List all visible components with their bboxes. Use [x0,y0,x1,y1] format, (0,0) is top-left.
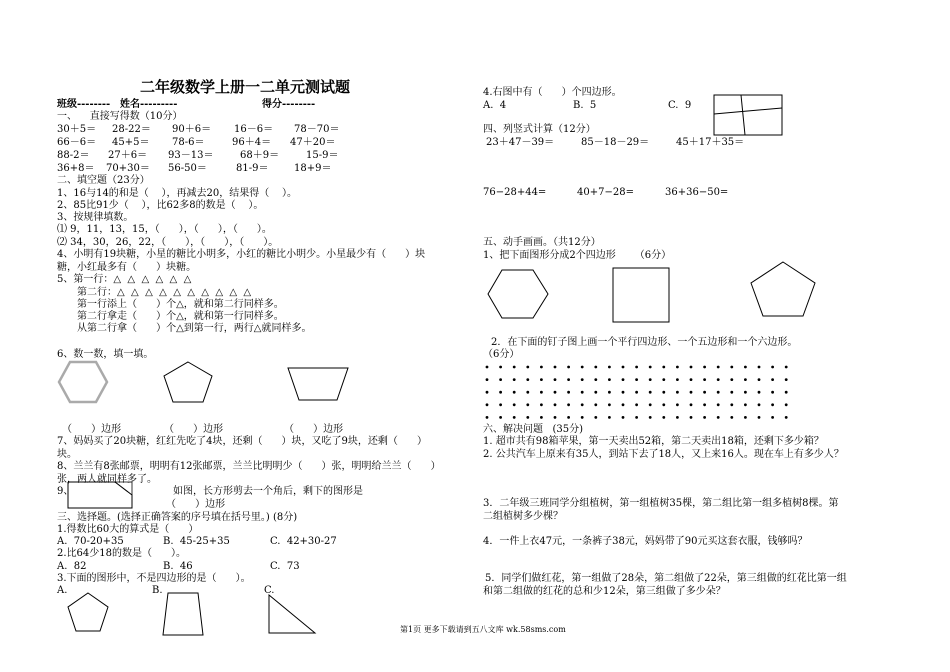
vertical-calc-item: 45＋17＋35＝ [676,137,745,148]
calc-item: 68＋9＝ [240,150,280,161]
blank-polygon-label: （ ）边形 [62,424,122,435]
pentagon-shape-a [67,592,109,632]
peg-dot [649,366,652,369]
question-text: 第二行拿走（ ）个△，就和第一行同样多。 [77,311,284,322]
peg-dot [540,416,543,419]
peg-dot [513,378,516,381]
question-text: 3.下面的图形中，不是四边形的是（ ）。 [57,573,251,584]
question-text: 5、第一行：△ △ △ △ △ △ [57,274,192,285]
peg-dot [594,403,597,406]
choice-option: A. 70-20+35 [57,536,124,547]
peg-dot [622,391,625,394]
peg-dot [771,391,774,394]
peg-dot [486,416,489,419]
calc-item: 78－70＝ [294,124,340,135]
peg-dot [486,366,489,369]
question-text: 5．同学们做红花，第一组做了28朵，第二组做了22朵，第三组做的红花比第一组 [485,573,847,584]
peg-dot [594,366,597,369]
calc-item: 30＋5＝ [57,124,97,135]
vertical-calc-item: 36+36−50= [665,187,729,198]
question-text: 2．在下面的钉子图上画一个平行四边形、一个五边形和一个六边形。 [491,337,798,348]
calc-item: 15-9＝ [306,150,339,161]
peg-dot [676,416,679,419]
choice-option: A. 4 [483,100,507,111]
page-footer: 第1页 更多下载请到五八文库 wk.58sms.com [400,625,566,634]
peg-dot [717,378,720,381]
peg-dot [730,403,733,406]
peg-dot [703,403,706,406]
question-text: 3．二年级三班同学分组植树，第一组植树35棵，第二组比第一组多植树8棵。第 [483,498,839,509]
peg-dot [785,378,788,381]
peg-dot [676,403,679,406]
peg-dot [758,391,761,394]
peg-dot [567,391,570,394]
peg-dot [771,378,774,381]
cut-rectangle-figure [67,481,133,509]
question-text: 4．一件上衣47元，一条裤子38元，妈妈带了90元买这套衣服，钱够吗？ [483,536,808,547]
choice-option: C. 9 [668,100,692,111]
peg-dot [676,366,679,369]
peg-dot [690,391,693,394]
peg-dot [635,378,638,381]
peg-dot [581,403,584,406]
calc-item: 81-9＝ [236,163,269,174]
question-text: 4、小明有19块糖，小星的糖比小明多，小红的糖比小明少。小星最少有（ ）块 [57,249,426,260]
question-text: 6、数一数，填一填。 [57,349,154,360]
peg-dot [526,391,529,394]
peg-dot [540,366,543,369]
calc-item: 28-22＝ [112,124,151,135]
calc-item: 88-2＝ [57,150,90,161]
calc-item: 36+8＝ [57,163,95,174]
peg-dot [567,403,570,406]
triangle-shape-c [268,594,316,634]
peg-dot [744,391,747,394]
question-text: 二组植树多少棵？ [483,511,563,522]
peg-dot [499,416,502,419]
peg-dot [744,416,747,419]
peg-dot [513,403,516,406]
peg-dot [758,403,761,406]
question-text: 和第二组做的红花的总和少12朵，第三组做了多少朵？ [483,586,726,597]
peg-dot [730,366,733,369]
calc-item: 90＋6＝ [172,124,212,135]
peg-dot [676,391,679,394]
choice-option: A. [57,585,68,596]
peg-dot [499,403,502,406]
vertical-calc-item: 76−28+44= [483,187,547,198]
peg-dot [771,416,774,419]
peg-dot [554,366,557,369]
peg-dot [608,403,611,406]
pegboard-dot-grid[interactable] [485,365,805,425]
name-label: 姓名--------- [120,99,178,110]
choice-option: C. 42+30-27 [270,536,337,547]
peg-dot [744,366,747,369]
peg-dot [730,378,733,381]
calc-item: 78-6＝ [172,137,205,148]
peg-dot [526,403,529,406]
peg-dot [499,366,502,369]
peg-dot [581,416,584,419]
question-text: 如图，长方形剪去一个角后，剩下的图形是 [173,486,363,497]
calc-item: 18+9＝ [294,163,332,174]
score-label: 得分-------- [262,99,316,110]
peg-dot [567,416,570,419]
peg-dot [540,378,543,381]
question-text: 3、按规律填数。 [57,212,134,223]
peg-dot [567,378,570,381]
peg-dot [622,416,625,419]
question-text: 1.得数比60大的算式是（ ） [57,524,199,535]
peg-dot [649,391,652,394]
question-text: ⑴ 9，11，13，15，（ ），（ ），（ ）。 [57,224,272,235]
calc-item: 70+30＝ [106,163,150,174]
quadrilateral-count-figure [713,94,783,136]
peg-dot [717,416,720,419]
peg-dot [717,403,720,406]
peg-dot [635,416,638,419]
question-text: 张，两人就同样多了。 [57,474,157,485]
peg-dot [785,366,788,369]
peg-dot [554,403,557,406]
question-text: 4.右图中有（ ）个四边形。 [483,87,622,98]
question-text: 1、16与14的和是（ ），再减去20，结果得（ ）。 [57,188,297,199]
peg-dot [513,366,516,369]
question-text: 1、把下面图形分成2个四边形 （6分） [483,250,672,261]
peg-dot [526,378,529,381]
question-text: ⑵ 34，30，26，22，（ ），（ ），（ ）。 [57,237,279,248]
peg-dot [567,366,570,369]
peg-dot [744,378,747,381]
question-text: 从第二行拿（ ）个△到第一行，两行△就同样多。 [77,323,312,334]
peg-dot [540,391,543,394]
peg-dot [540,403,543,406]
peg-dot [662,403,665,406]
peg-dot [486,378,489,381]
calc-item: 93－13＝ [168,150,214,161]
peg-dot [581,366,584,369]
vertical-calc-item: 40+7−28= [577,187,634,198]
calc-item: 96＋4＝ [232,137,272,148]
peg-dot [785,416,788,419]
section3-heading: 三、选择题。(选择正确答案的序号填在括号里。) (8分) [57,512,298,523]
peg-dot [581,391,584,394]
blank-polygon-label: （ ）边形 [164,424,224,435]
peg-dot [758,416,761,419]
pentagon-shape-draw [750,261,816,317]
question-text: 第二行：△ △ △ △ △ △ △ △ △ △ [77,287,252,298]
peg-dot [690,366,693,369]
peg-dot [499,378,502,381]
choice-option: B. 46 [163,561,193,572]
question-text: 7、妈妈买了20块糖，红红先吃了4块，还剩（ ）块，又吃了9块，还剩（ ） [57,436,427,447]
peg-dot [785,391,788,394]
peg-dot [730,416,733,419]
question-text: 糖，小红最多有（ ）块糖。 [57,262,197,273]
peg-dot [635,391,638,394]
peg-dot [622,403,625,406]
peg-dot [594,416,597,419]
calc-item: 47＋20＝ [290,137,336,148]
peg-dot [554,391,557,394]
peg-dot [730,391,733,394]
question-text: 2. 公共汽车上原来有35人，到站下去了18人，又上来16人。现在车上有多少人？ [483,449,844,460]
class-label: 班级-------- [57,99,111,110]
peg-dot [581,378,584,381]
peg-dot [608,416,611,419]
peg-dot [608,378,611,381]
peg-dot [676,378,679,381]
choice-option: C. [264,585,275,596]
peg-dot [758,378,761,381]
pentagon-shape [163,361,213,403]
peg-dot [513,391,516,394]
peg-dot [594,391,597,394]
question-text: 块。 [57,449,77,460]
peg-dot [526,366,529,369]
peg-dot [771,366,774,369]
peg-dot [662,366,665,369]
trapezoid-shape [287,367,349,401]
choice-option: B. 45-25+35 [163,536,230,547]
choice-option: A. 82 [57,561,87,572]
peg-dot [554,416,557,419]
peg-dot [703,366,706,369]
question-text: 8、兰兰有8张邮票，明明有12张邮票，兰兰比明明少（ ）张，明明给兰兰（ ） [57,461,441,472]
calc-item: 56-50＝ [168,163,207,174]
peg-dot [649,378,652,381]
blank-polygon-label: （ ）边形 [284,424,344,435]
peg-dot [717,391,720,394]
peg-dot [703,416,706,419]
peg-dot [785,403,788,406]
question-text: 2.比64少18的数是（ ）。 [57,548,187,559]
peg-dot [649,416,652,419]
peg-dot [635,366,638,369]
peg-dot [526,416,529,419]
peg-dot [717,366,720,369]
peg-dot [758,366,761,369]
peg-dot [499,391,502,394]
question-text: （ ）边形 [166,499,226,510]
calc-item: 45+5＝ [112,137,150,148]
peg-dot [662,378,665,381]
question-text: 1. 超市共有98箱苹果，第一天卖出52箱，第二天卖出18箱，还剩下多少箱？ [483,436,824,447]
peg-dot [608,391,611,394]
trapezoid-shape-b [162,592,204,636]
hexagon-shape [58,361,108,403]
question-text: 9、 [57,486,74,497]
question-text: 2、85比91少（ ），比62多8的数是（ ）。 [57,200,264,211]
peg-dot [690,416,693,419]
choice-option: B. [152,585,163,596]
peg-dot [703,378,706,381]
section5-heading: 五、动手画画。（共12分） [483,237,601,248]
section4-heading: 四、列竖式计算（12分） [483,124,596,135]
peg-dot [649,403,652,406]
section2-heading: 二、填空题（23分） [57,175,150,186]
page-title: 二年级数学上册一二单元测试题 [140,78,351,96]
peg-dot [622,366,625,369]
question-text: （6分） [483,349,520,360]
peg-dot [486,403,489,406]
choice-option: C. 73 [270,561,300,572]
peg-dot [690,403,693,406]
peg-dot [486,391,489,394]
peg-dot [703,391,706,394]
choice-option: B. 5 [573,100,597,111]
hexagon-shape-draw [487,269,549,319]
peg-dot [744,403,747,406]
peg-dot [635,403,638,406]
question-text: 第一行添上（ ）个△，就和第二行同样多。 [77,299,284,310]
section1-heading: 一、 直接写得数（10分） [57,111,183,122]
peg-dot [662,391,665,394]
peg-dot [622,378,625,381]
section6-heading: 六、解决问题 (35分) [483,424,584,435]
vertical-calc-item: 85－18－29＝ [581,137,650,148]
peg-dot [608,366,611,369]
peg-dot [513,416,516,419]
calc-item: 16－6＝ [234,124,274,135]
peg-dot [662,416,665,419]
peg-dot [594,378,597,381]
calc-item: 27＋6＝ [108,150,148,161]
peg-dot [771,403,774,406]
square-shape-draw [612,267,670,323]
vertical-calc-item: 23＋47－39＝ [486,137,555,148]
peg-dot [690,378,693,381]
calc-item: 66－6＝ [57,137,97,148]
peg-dot [554,378,557,381]
